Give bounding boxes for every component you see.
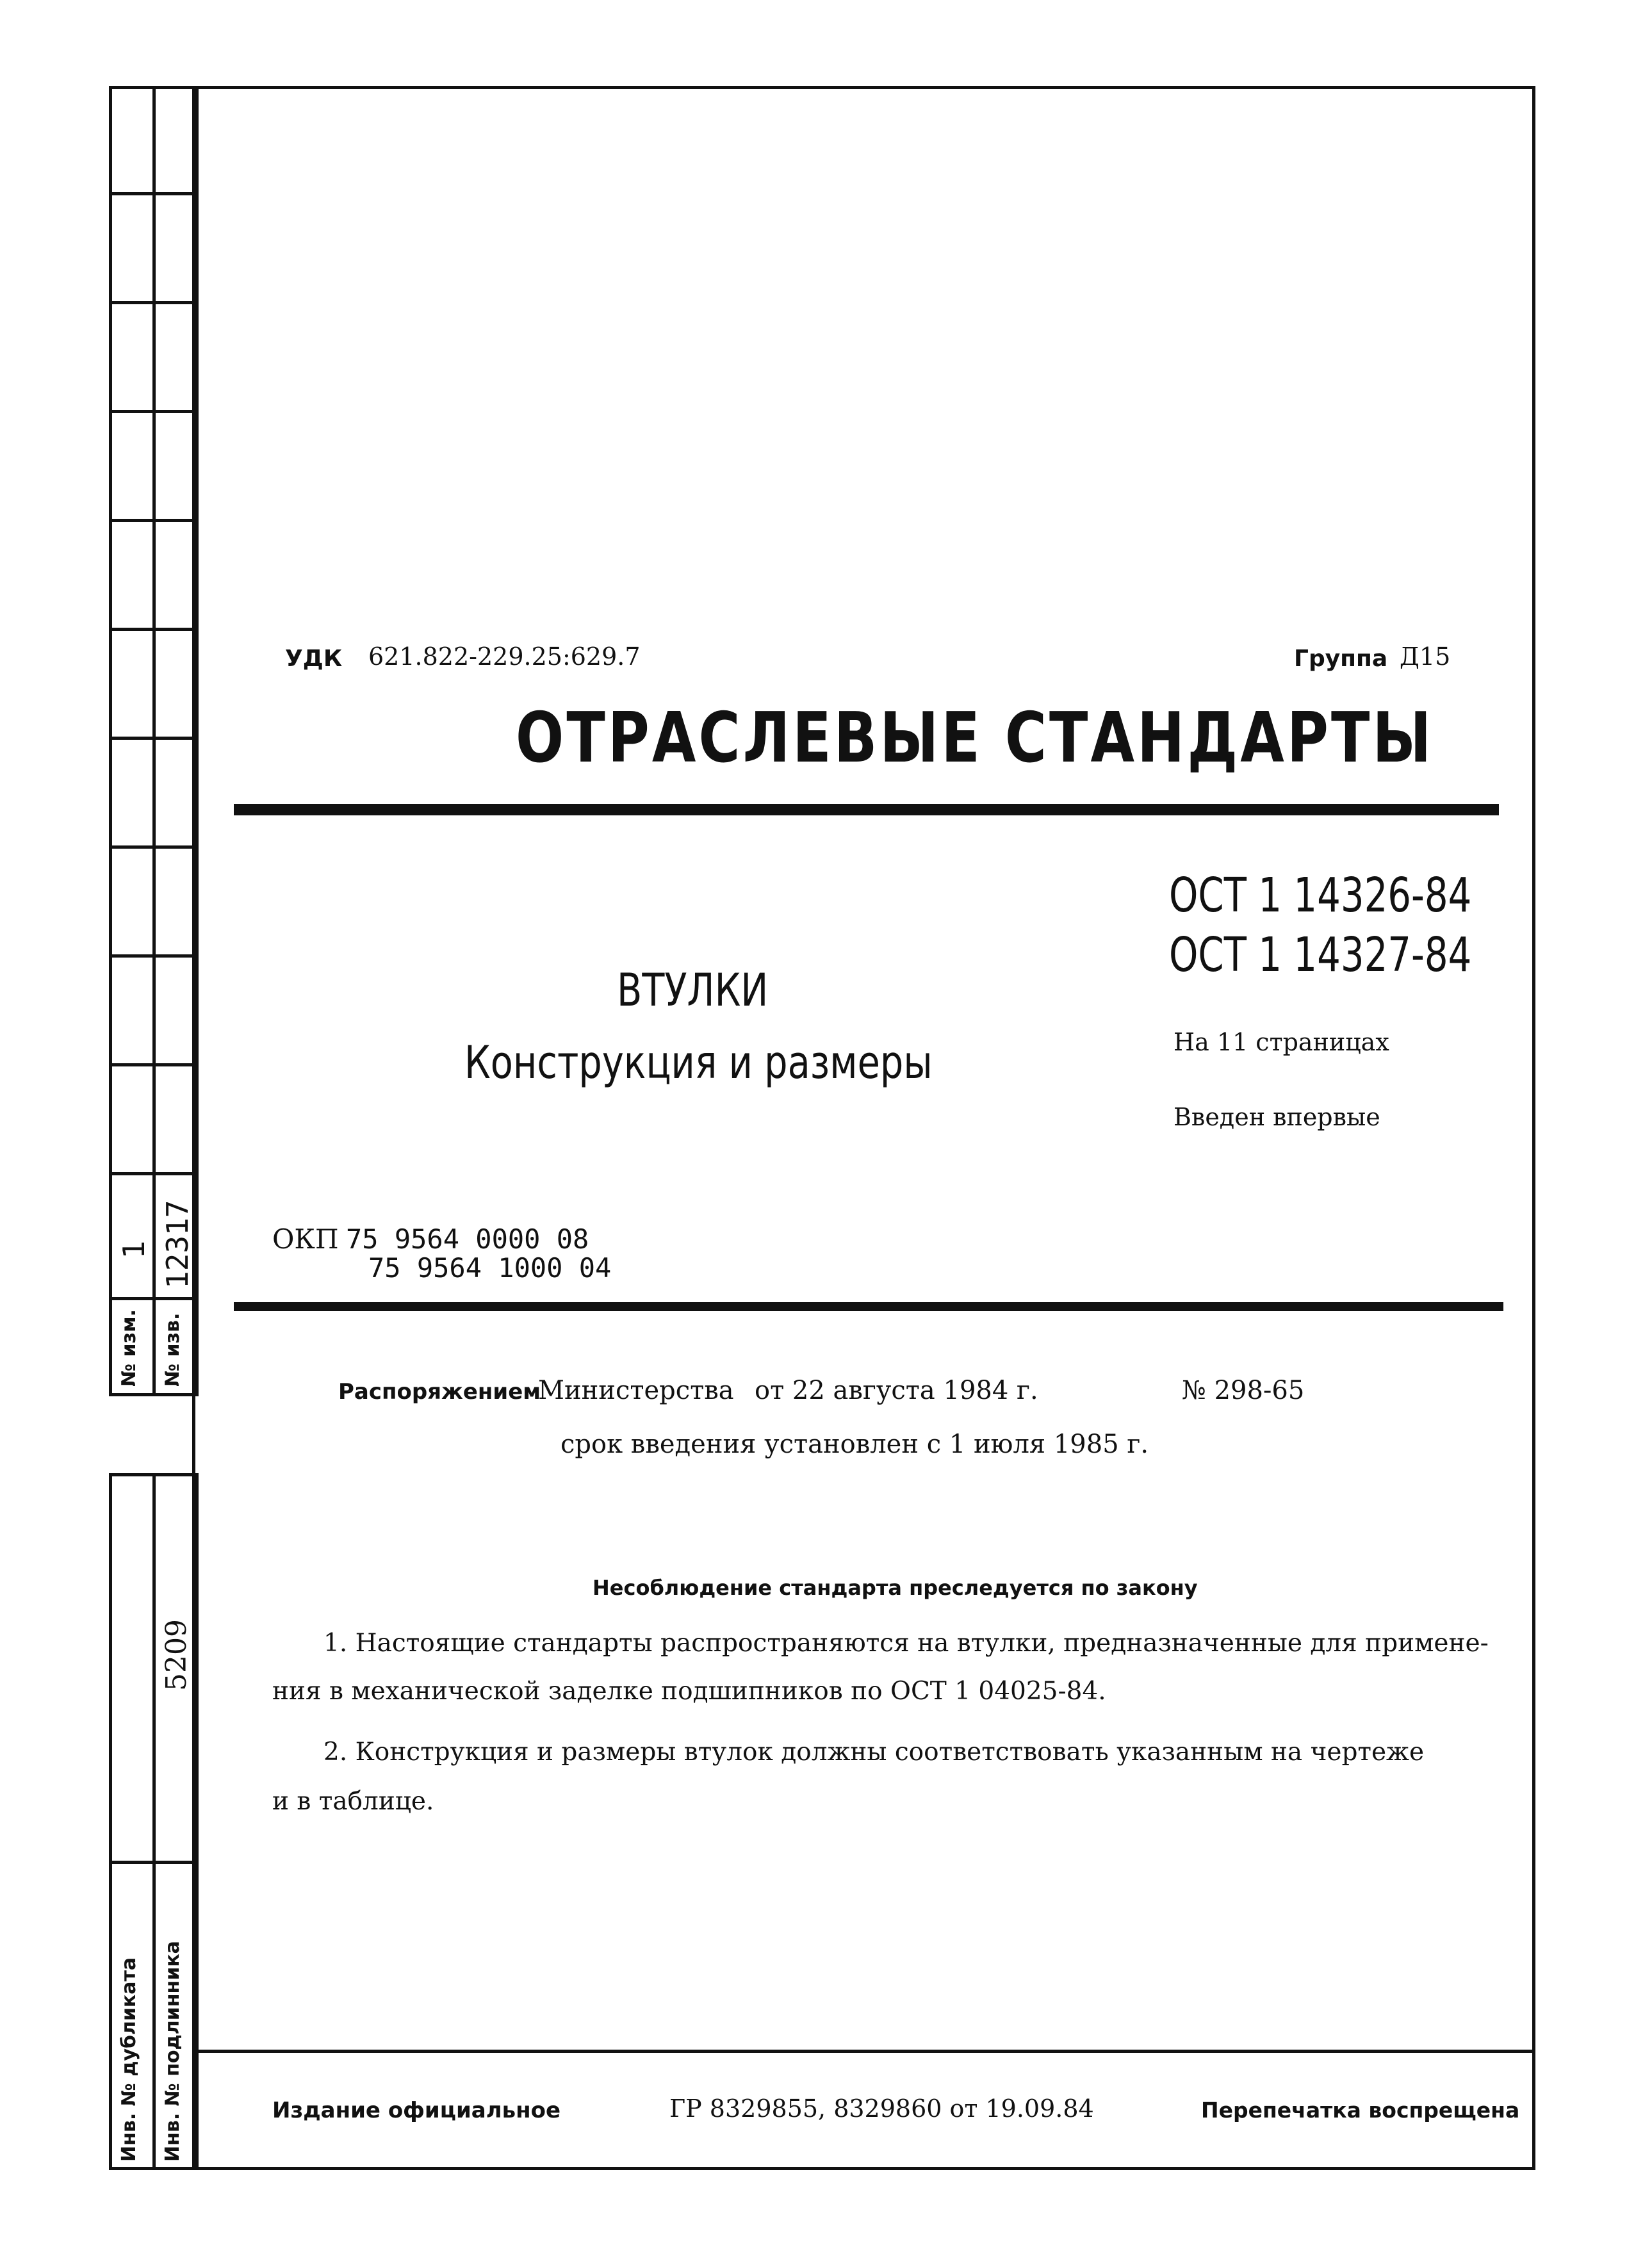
margin-row-line [109, 301, 199, 304]
para1-line1: 1. Настоящие стандарты распространяются на втулки, предназначенные для примене- [323, 1629, 1489, 1658]
standard-code-1: ОСТ 1 14326-84 [1169, 868, 1472, 923]
margin-dup-inv-label: Инв. № дубликата [118, 1957, 140, 2162]
okp-code-2: 75 9564 1000 04 [368, 1252, 612, 1284]
standard-code-2: ОСТ 1 14327-84 [1169, 927, 1472, 983]
okp-code-1: 75 9564 0000 08 [346, 1223, 589, 1255]
order-number: № 298-65 [1182, 1376, 1305, 1405]
margin-row-line [109, 192, 199, 195]
page-title: ОТРАСЛЕВЫЕ СТАНДАРТЫ [516, 698, 1434, 778]
okp-label: ОКП [272, 1223, 339, 1255]
margin-change-no-label: № изм. [118, 1309, 140, 1387]
margin-notice-no-label: № изв. [161, 1312, 184, 1387]
margin-row-line [109, 1172, 199, 1175]
margin-change-no: 1 [117, 1239, 151, 1259]
footer-divider [192, 2050, 1535, 2053]
margin-row-line [109, 519, 199, 522]
order-term: срок введения установлен с 1 июля 1985 г. [560, 1430, 1149, 1459]
para2-line2: и в таблице. [272, 1787, 434, 1816]
footer-edition: Издание официальное [272, 2098, 561, 2123]
okp-rule [234, 1302, 1503, 1311]
title-rule [234, 804, 1499, 815]
margin-row-line [109, 845, 199, 849]
margin-orig-inv: 5209 [160, 1619, 193, 1691]
margin-row-line [109, 1063, 199, 1066]
order-date: от 22 августа 1984 г. [755, 1376, 1038, 1405]
margin-row-line [109, 954, 199, 958]
margin-row-line [109, 628, 199, 631]
order-label: Распоряжением [338, 1379, 541, 1405]
pages-count: На 11 страницах [1174, 1028, 1389, 1056]
standard-subtitle: Конструкция и размеры [464, 1036, 933, 1089]
para2-line1: 2. Конструкция и размеры втулок должны соответствовать указанным на чертеже [323, 1738, 1425, 1767]
margin-upper-divider [152, 86, 156, 1396]
margin-notice-no: 12317 [160, 1200, 195, 1289]
introduced-note: Введен впервые [1174, 1103, 1380, 1131]
udk-value: 621.822-229.25:629.7 [368, 642, 641, 671]
margin-row-line [109, 1861, 199, 1864]
margin-row-line [109, 410, 199, 413]
group-value: Д15 [1400, 642, 1451, 671]
udk-label: УДК [285, 646, 343, 672]
footer-reprint: Перепечатка воспрещена [1201, 2098, 1520, 2123]
margin-orig-inv-label: Инв. № подлинника [161, 1941, 184, 2162]
margin-lower-divider [152, 1473, 156, 2170]
margin-row-line [109, 737, 199, 740]
warning-text: Несоблюдение стандарта преследуется по закону [593, 1576, 1198, 1600]
order-ministry: Министерства [538, 1376, 734, 1405]
para1-line2: ния в механической заделке подшипников по ОСТ 1 04025-84. [272, 1677, 1106, 1706]
group-label: Группа [1294, 646, 1388, 672]
margin-row-line [109, 1297, 199, 1300]
standard-name: ВТУЛКИ [617, 964, 769, 1016]
footer-gr: ГР 8329855, 8329860 от 19.09.84 [669, 2094, 1094, 2123]
